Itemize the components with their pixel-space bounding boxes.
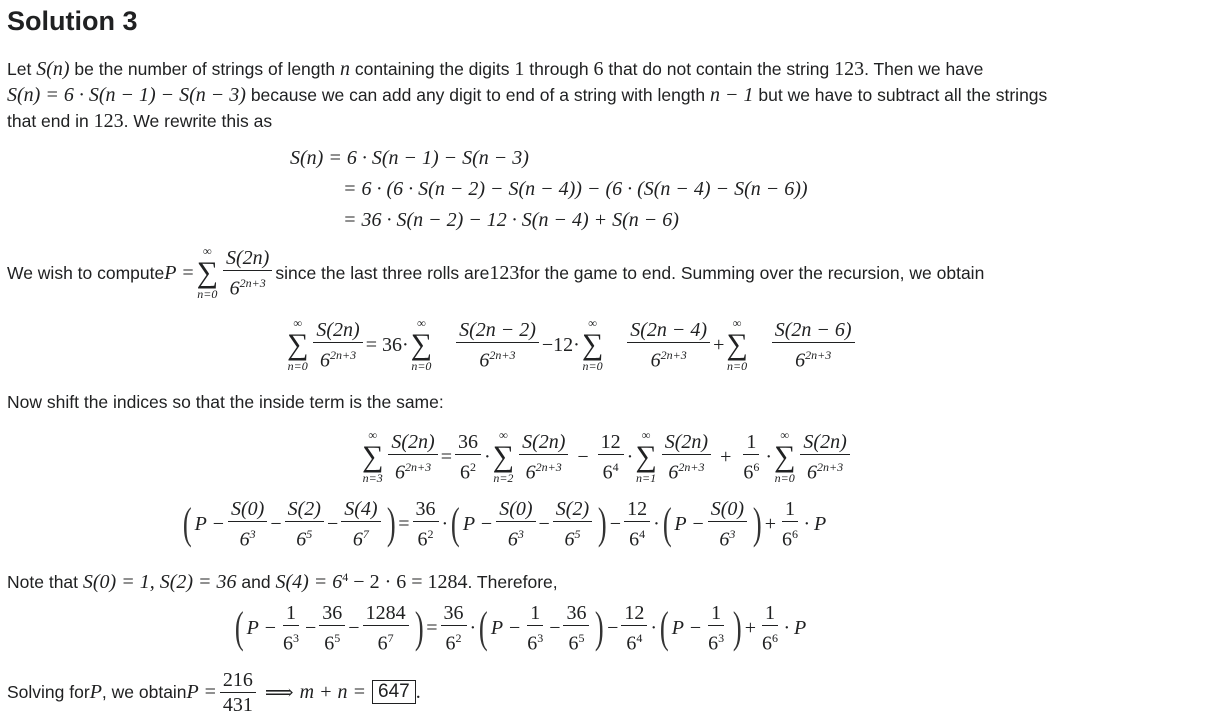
paragraph-solution: Solving for P , we obtain P = $\frac{216}{431}$ ⟹ m + n = 647 . [7,668,421,716]
equation-shifted-sums: ∞ ∑ n=3 $\frac{S(2n)}{6^{2n+3}}$ = $\frac{36}{6^2}$ · ∞ ∑ n=2 $\frac{S(2n)}{6^{2n+3}}$ − $\frac{12}{6^4}$ · ∞ ∑ n=1 $\frac{S(2n)}{6^{2n+3}}$ + $\frac{1}{6^6}$ · ∞ ∑ n=0 $\frac{S(2n)}{6^{2n+3}}$ [360,424,853,490]
answer-box: 647 [372,680,416,704]
page-title: Solution 3 [7,6,138,36]
paragraph-definition: Let S(n) be the number of strings of length n containing the digits 1 through 6 that do not contain the string 123. Then we have [7,58,984,80]
paragraph-shift-indices: Now shift the indices so that the inside term is the same: [7,392,444,412]
equation-summed-recursion: ∞ ∑ n=0 $\frac{S(2n)}{6^{2n+3}}$ = 36· ∞ ∑ n=0 $\frac{S(2n - 2)}{6^{2n+3}}$ −12· ∞ ∑ n=0 $\frac{S(2n - 4)}{6^{2n+3}}$ + ∞ ∑ n=0 $\frac{S(2n - 6)}{6^{2n+3}}$ [285,312,858,378]
equation-line-2: = 6 · (6 · S(n − 2) − S(n − 4)) − (6 · (S(n − 4) − S(n − 6)) [343,178,808,200]
equation-line-3: = 36 · S(n − 2) − 12 · S(n − 4) + S(n − 6) [343,209,679,231]
equation-P-numeric: ( P − $\frac{1}{6^3}$ − $\frac{36}{6^5}$ − $\frac{1284}{6^7}$ ) = $\frac{36}{6^2}$ · ( P − $\frac{1}{6^3}$ − $\frac{36}{6^5}$ ) − $\frac{12}{6^4}$ · ( P − $\frac{1}{6^3}$ ) + $\frac{1}{6^6}$ · P [234,601,807,655]
paragraph-compute-P: We wish to compute P = ∞ ∑ n=0 $\frac{S(2n)}{6^{2n+3}}$ since the last three rolls are 123 for the game to end. Summing over the recursion, we obtain [7,244,985,301]
paragraph-recursion: S(n) = 6 · S(n − 1) − S(n − 3) because we can add any digit to end of a string with length n − 1 but we have to subtract all the strings [7,84,1048,106]
paragraph-rewrite: that end in 123. We rewrite this as [7,110,273,132]
paragraph-note-values: Note that S(0) = 1, S(2) = 36 and $S(4) = 6^4 - 2 \cdot 6 = 1284$. Therefore, [7,570,558,593]
equation-line-1: S(n) = 6 · S(n − 1) − S(n − 3) [290,147,529,169]
equation-P-substituted: ( P − $\frac{S(0)}{6^3}$ − $\frac{S(2)}{6^5}$ − $\frac{S(4)}{6^7}$ ) = $\frac{36}{6^2}$ · ( P − $\frac{S(0)}{6^3}$ − $\frac{S(2)}{6^5}$ ) − $\frac{12}{6^4}$ · ( P − $\frac{S(0)}{6^3}$ ) + $\frac{1}{6^6}$ · P [182,497,827,551]
